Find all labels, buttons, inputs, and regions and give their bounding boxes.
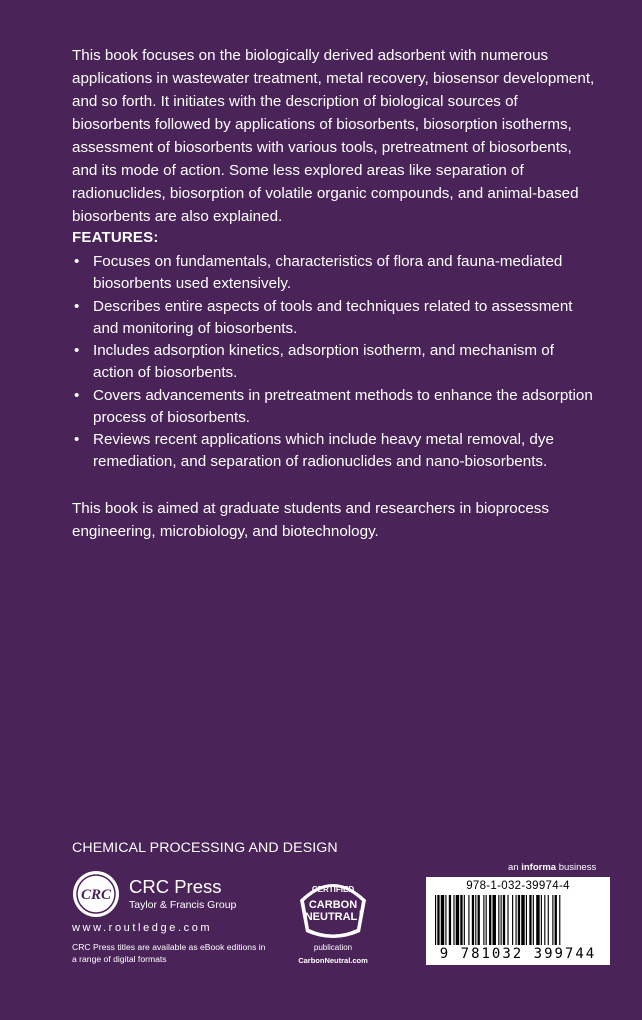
intro-paragraph: This book focuses on the biologically derived adsorbent with numerous applications in wastewater treatment, metal recovery, biosensor development, and so forth. It initiates with the description of biological sources of biosorbents followed by applications of biosorbents, biosorption isotherms, assessment of biosorbents with various tools, pretreatment of biosorbents, and its mode of action. Some less explored areas like separation of radionuclides, biosorption of volatile organic compounds, and animal-based biosorbents are also explained. — [72, 47, 595, 225]
series-name: CHEMICAL PROCESSING AND DESIGN — [72, 840, 338, 856]
bullet-icon: • — [74, 386, 80, 404]
barcode-bar — [516, 895, 517, 945]
feature-text: Describes entire aspects of tools and techniques related to assessment and monitoring of biosorbents. — [93, 297, 573, 337]
barcode-bar — [472, 895, 474, 945]
closing-paragraph: This book is aimed at graduate students and researchers in bioprocess engineering, microbiology, and biotechnology. — [72, 500, 549, 540]
feature-text: Reviews recent applications which include heavy metal removal, dye remediation, and separation of radionuclides and nano-biosorbents. — [93, 431, 554, 470]
barcode-bar — [526, 895, 527, 945]
barcode-bar — [518, 895, 520, 945]
carbon-publication-text: publication — [313, 943, 353, 952]
barcode-bar — [507, 895, 508, 945]
barcode-bar — [521, 895, 524, 945]
barcode-bar — [483, 895, 484, 945]
carbon-url-text: CarbonNeutral.com — [298, 956, 368, 965]
feature-text: Covers advancements in pretreatment methods to enhance the adsorption process of biosorbents. — [93, 386, 593, 426]
barcode-bar — [468, 895, 469, 945]
informa-brand: informa — [521, 862, 557, 873]
informa-tagline — [508, 862, 596, 873]
barcode-bar — [555, 895, 557, 945]
barcode-bar — [464, 895, 465, 945]
barcode-bar — [445, 895, 446, 945]
barcode-bar — [493, 895, 496, 945]
isbn-barcode — [426, 877, 610, 965]
barcode-bar — [489, 895, 491, 945]
publisher-group: Taylor & Francis Group — [129, 899, 237, 911]
barcode-bar — [478, 895, 480, 945]
barcode-bar — [544, 895, 545, 945]
isbn-number: 978-1-032-39974-4 — [466, 880, 570, 892]
barcode-bar — [536, 895, 539, 945]
informa-suffix: business — [556, 862, 597, 873]
barcode-bar — [449, 895, 451, 945]
barcode-bar — [475, 895, 476, 945]
neutral-word-text: NEUTRAL — [304, 911, 358, 923]
publisher-name: CRC Press — [129, 876, 222, 897]
carbon-word-text: CARBON — [308, 899, 358, 911]
feature-item — [72, 340, 598, 384]
registered-mark-text: ® — [359, 911, 364, 917]
informa-prefix: an — [508, 862, 522, 873]
barcode-bar — [559, 895, 560, 945]
barcode-bar — [441, 895, 444, 945]
features-heading: FEATURES: — [72, 229, 159, 246]
features-list — [72, 251, 598, 474]
barcode-bar — [533, 895, 534, 945]
barcode-bar — [453, 895, 454, 945]
barcode-bar — [501, 895, 502, 945]
feature-text: Includes adsorption kinetics, adsorption isotherm, and mechanism of action of biosorbents. — [93, 342, 554, 381]
barcode-bar — [435, 895, 436, 945]
feature-item — [72, 385, 598, 429]
barcode-bar — [512, 895, 513, 945]
feature-text: Focuses on fundamentals, characteristics of flora and fauna-mediated biosorbents used extensively. — [93, 253, 563, 292]
publisher-url: www.routledge.com — [72, 922, 213, 934]
barcode-bar — [486, 895, 487, 945]
barcode-bar — [529, 895, 531, 945]
bullet-icon: • — [74, 297, 80, 315]
ebook-note: CRC Press titles are available as eBook editions in a range of digital formats — [72, 942, 266, 964]
bullet-icon: • — [74, 431, 80, 448]
barcode-bar — [498, 895, 499, 945]
feature-item — [72, 296, 598, 340]
bullet-icon: • — [74, 342, 80, 359]
barcode-digits: 9 781032 399744 — [439, 946, 597, 962]
carbon-neutral-badge-icon — [290, 870, 376, 966]
barcode-bar — [503, 895, 505, 945]
barcode-bar — [437, 895, 439, 945]
bullet-icon: • — [74, 253, 80, 270]
barcode-bar — [460, 895, 462, 945]
barcode-bar — [552, 895, 553, 945]
barcode-bar — [456, 895, 459, 945]
crc-press-logo-icon — [72, 870, 120, 918]
feature-item — [72, 429, 598, 473]
barcode-bars — [435, 895, 601, 945]
carbon-certified-text: CERTIFIED — [311, 885, 355, 894]
crc-logo-text: CRC — [80, 887, 112, 903]
barcode-bar — [541, 895, 542, 945]
barcode-bar — [548, 895, 549, 945]
feature-item — [72, 251, 598, 295]
